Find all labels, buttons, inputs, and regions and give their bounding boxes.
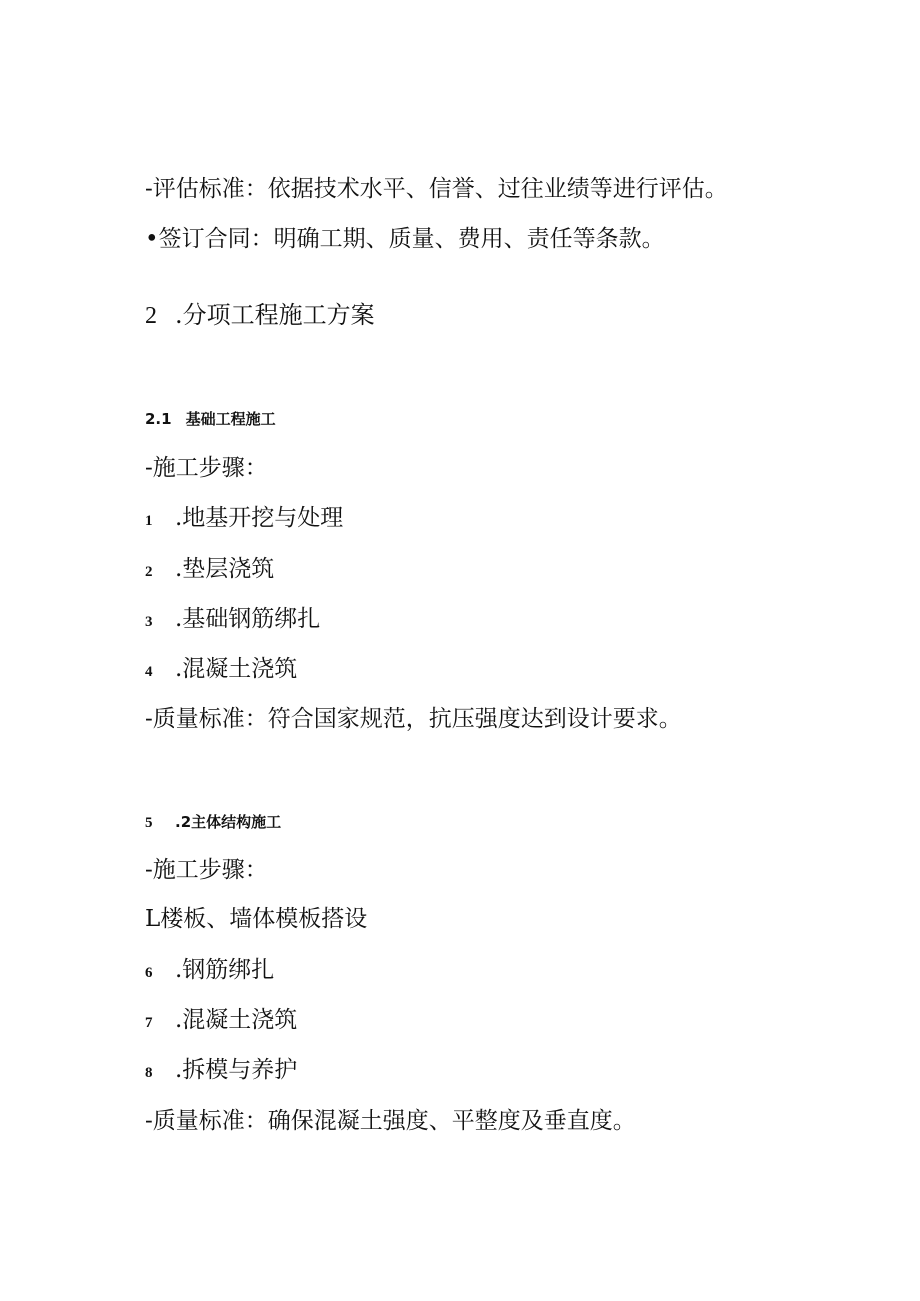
list-item-text: .混凝土浇筑 <box>175 1007 298 1033</box>
section-title: .分项工程施工方案 <box>175 301 375 329</box>
list-item-number: 1 <box>145 513 153 529</box>
evaluation-criteria-line: -评估标准：依据技术水平、信誉、过往业绩等进行评估。 <box>145 176 728 202</box>
list-item: L楼板、墙体模板搭设 <box>145 906 368 932</box>
construction-steps-label: -施工步骤： <box>145 455 268 481</box>
list-item-text: .基础钢筋绑扎 <box>175 606 321 632</box>
contract-signing-line: •签订合同：明确工期、质量、费用、责任等条款。 <box>145 226 665 252</box>
list-item-number: 3 <box>145 614 153 630</box>
subsection-title: 基础工程施工 <box>185 410 276 428</box>
list-item <box>145 1005 297 1038</box>
list-item <box>145 503 343 536</box>
list-item-text: .混凝土浇筑 <box>175 656 298 682</box>
construction-steps-label: -施工步骤： <box>145 857 268 883</box>
subsection-2-2-heading <box>145 812 281 833</box>
section-2-heading <box>145 300 375 331</box>
list-item <box>145 955 274 988</box>
subsection-number: 5 <box>145 815 153 831</box>
subsection-number: 2.1 <box>145 410 172 428</box>
subsection-2-1-heading <box>145 409 276 429</box>
list-item-text: .拆模与养护 <box>175 1057 298 1083</box>
list-item-text: .地基开挖与处理 <box>175 505 344 531</box>
list-item <box>145 654 297 687</box>
list-item-number: 8 <box>145 1065 153 1081</box>
list-item-text: .垫层浇筑 <box>175 556 275 582</box>
quality-standard-line: -质量标准：确保混凝土强度、平整度及垂直度。 <box>145 1108 636 1134</box>
list-item-number: 4 <box>145 664 153 680</box>
list-item-number: 7 <box>145 1015 153 1031</box>
list-item <box>145 1055 297 1088</box>
quality-standard-line: -质量标准：符合国家规范，抗压强度达到设计要求。 <box>145 706 682 732</box>
subsection-title: .2主体结构施工 <box>175 813 282 831</box>
list-item-number: 6 <box>145 965 153 981</box>
section-number: 2 <box>145 303 157 329</box>
list-item-text: .钢筋绑扎 <box>175 957 275 983</box>
list-item <box>145 554 274 587</box>
list-item <box>145 604 320 637</box>
list-item-number: 2 <box>145 564 153 580</box>
